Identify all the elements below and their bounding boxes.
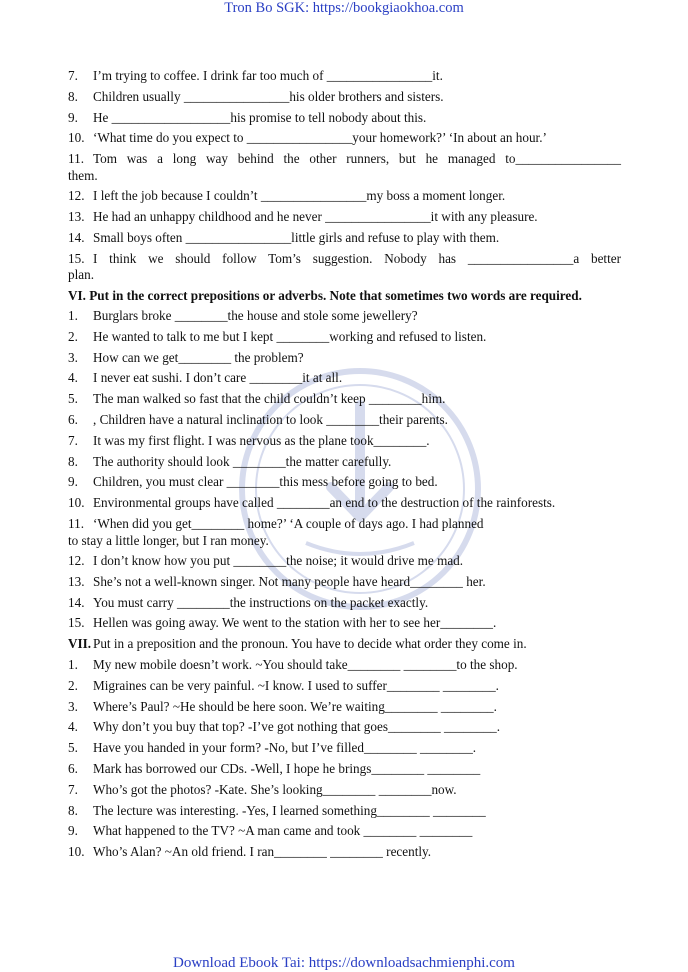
exercise-item <box>68 249 621 270</box>
item-number: 10. <box>68 495 85 511</box>
item-text: Migraines can be very painful. ~I know. I used to suffer________ ________. <box>93 677 499 693</box>
exercise-item <box>68 697 621 718</box>
item-text-continuation: them. <box>68 167 98 183</box>
exercise-item <box>68 738 621 759</box>
item-number: 13. <box>68 208 85 224</box>
item-text: You must carry ________the instructions on the packet exactly. <box>93 594 429 610</box>
item-number: 2. <box>68 677 78 693</box>
item-number: 13. <box>68 573 85 589</box>
item-number: 7. <box>68 432 78 448</box>
item-number: 5. <box>68 391 78 407</box>
item-text: Tom was a long way behind the other runners, but he managed to________________ <box>93 151 621 167</box>
item-text: The authority should look ________the matter carefully. <box>93 453 392 469</box>
item-number: 6. <box>68 412 78 428</box>
exercise-item <box>68 551 621 572</box>
exercise-item <box>68 306 621 327</box>
item-number: 9. <box>68 109 78 125</box>
item-text: My new mobile doesn’t work. ~You should take________ ________to the shop. <box>93 657 518 673</box>
item-number: 9. <box>68 474 78 490</box>
item-text: What happened to the TV? ~A man came and took ________ ________ <box>93 823 473 839</box>
item-text: I think we should follow Tom’s suggestion. Nobody has ________________a better <box>93 250 621 266</box>
item-number: 3. <box>68 349 78 365</box>
exercise-item <box>68 801 621 822</box>
page-footer <box>0 954 688 972</box>
item-text: Where’s Paul? ~He should be here soon. We’re waiting________ ________. <box>93 698 497 714</box>
exercise-item <box>68 472 621 493</box>
item-text: Why don’t you buy that top? -I’ve got nothing that goes________ ________. <box>93 719 501 735</box>
item-number: 15. <box>68 250 85 266</box>
exercise-item <box>68 66 621 87</box>
exercise-item <box>68 149 621 170</box>
item-text: He had an unhappy childhood and he never ________________it with any pleasure. <box>93 208 538 224</box>
item-text-continuation: plan. <box>68 267 95 283</box>
exercise-item <box>68 128 621 149</box>
item-number: 15. <box>68 615 85 631</box>
item-number: 8. <box>68 453 78 469</box>
section-vii-number: VII. <box>68 636 92 652</box>
item-number: 8. <box>68 802 78 818</box>
exercise-item <box>68 493 621 514</box>
item-text: He wanted to talk to me but I kept ________working and refused to listen. <box>93 328 487 344</box>
item-number: 3. <box>68 698 78 714</box>
item-number: 4. <box>68 370 78 386</box>
exercise-item <box>68 717 621 738</box>
item-text: , Children have a natural inclination to look ________their parents. <box>93 412 448 428</box>
exercise-item <box>68 207 621 228</box>
item-text: Children usually ________________his older brothers and sisters. <box>93 88 444 104</box>
item-number: 9. <box>68 823 78 839</box>
item-text-continuation: to stay a little longer, but I ran money. <box>68 532 269 548</box>
item-number: 10. <box>68 130 85 146</box>
header-link-text[interactable]: Tron Bo SGK: https://bookgiaokhoa.com <box>224 0 464 16</box>
item-number: 4. <box>68 719 78 735</box>
item-number: 8. <box>68 88 78 104</box>
document-body <box>68 66 621 863</box>
exercise-item <box>68 228 621 249</box>
item-text: He __________________his promise to tell nobody about this. <box>93 109 427 125</box>
exercise-item <box>68 780 621 801</box>
item-number: 11. <box>68 516 84 532</box>
item-number: 7. <box>68 68 78 83</box>
exercise-item <box>68 842 621 863</box>
exercise-item <box>68 514 621 535</box>
exercise-item <box>68 108 621 129</box>
exercise-item <box>68 613 621 634</box>
item-number: 12. <box>68 553 85 569</box>
exercise-item <box>68 87 621 108</box>
item-text: Who’s Alan? ~An old friend. I ran________ ________ recently. <box>93 844 432 860</box>
item-number: 10. <box>68 844 85 860</box>
page-header <box>0 0 688 16</box>
exercise-item <box>68 327 621 348</box>
item-number: 14. <box>68 229 85 245</box>
exercise-item <box>68 452 621 473</box>
exercise-item <box>68 389 621 410</box>
item-text: It was my first flight. I was nervous as the plane took________. <box>93 432 430 448</box>
item-text: Have you handed in your form? -No, but I’ve filled________ ________. <box>93 740 477 756</box>
footer-link-text[interactable]: Download Ebook Tai: https://downloadsachmienphi.com <box>173 955 515 971</box>
item-number: 7. <box>68 781 78 797</box>
item-number: 14. <box>68 594 85 610</box>
item-number: 1. <box>68 657 78 673</box>
item-number: 2. <box>68 328 78 344</box>
item-number: 6. <box>68 761 78 777</box>
item-number: 11. <box>68 151 84 167</box>
item-text: Burglars broke ________the house and stole some jewellery? <box>93 308 418 324</box>
item-number: 12. <box>68 188 85 204</box>
section-vii-instruction: Put in a preposition and the pronoun. You have to decide what order they come in. <box>93 636 527 652</box>
item-text: Environmental groups have called ________an end to the destruction of the rainforests. <box>93 495 556 511</box>
item-text: Small boys often ________________little girls and refuse to play with them. <box>93 229 500 245</box>
section-vii-items <box>68 655 621 863</box>
item-text: Children, you must clear ________this mess before going to bed. <box>93 474 438 490</box>
item-text: Hellen was going away. We went to the station with her to see her________. <box>93 615 497 631</box>
exercise-item <box>68 676 621 697</box>
exercise-item <box>68 431 621 452</box>
exercise-item <box>68 186 621 207</box>
exercise-item <box>68 348 621 369</box>
item-text: She’s not a well-known singer. Not many people have heard________ her. <box>93 573 486 589</box>
exercise-item <box>68 593 621 614</box>
item-text: I’m trying to coffee. I drink far too much of ________________it. <box>93 68 443 83</box>
exercise-item <box>68 759 621 780</box>
exercise-item <box>68 410 621 431</box>
exercise-part-continued <box>68 66 621 284</box>
item-text: How can we get________ the problem? <box>93 349 304 365</box>
item-number: 1. <box>68 308 78 324</box>
item-number: 5. <box>68 740 78 756</box>
exercise-item <box>68 821 621 842</box>
exercise-item <box>68 368 621 389</box>
section-vi-heading: VI. Put in the correct prepositions or adverbs. Note that sometimes two words are required. <box>68 287 582 303</box>
item-text: I left the job because I couldn’t ________________my boss a moment longer. <box>93 188 506 204</box>
item-text: I never eat sushi. I don’t care ________it at all. <box>93 370 343 386</box>
exercise-item <box>68 655 621 676</box>
section-vi-items <box>68 306 621 634</box>
section-vii-heading <box>68 634 621 655</box>
item-text: I don’t know how you put ________the noise; it would drive me mad. <box>93 553 464 569</box>
item-text: The man walked so fast that the child couldn’t keep ________him. <box>93 391 446 407</box>
item-text: Who’s got the photos? -Kate. She’s looking________ ________now. <box>93 781 457 797</box>
item-text: The lecture was interesting. -Yes, I learned something________ ________ <box>93 802 486 818</box>
item-text: ‘What time do you expect to ________________your homework?’ ‘In about an hour.’ <box>93 130 547 146</box>
exercise-item <box>68 572 621 593</box>
item-text: ‘When did you get________ home?’ ‘A couple of days ago. I had planned <box>93 516 484 532</box>
item-text: Mark has borrowed our CDs. -Well, I hope he brings________ ________ <box>93 761 481 777</box>
